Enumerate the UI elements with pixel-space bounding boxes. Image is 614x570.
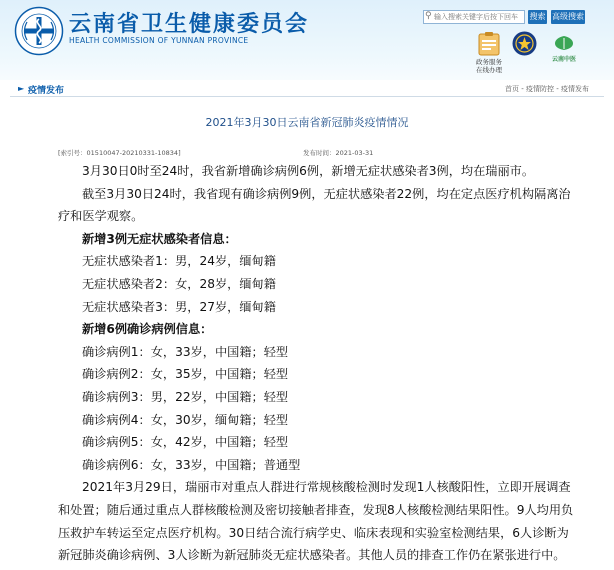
- tcm-badge-text: 云南中医: [551, 56, 576, 63]
- paragraph-new-cases: 3月30日0时至24时，我省新增确诊病例6例，新增无症状感染者3例，均在瑞丽市。: [82, 164, 535, 178]
- site-name[interactable]: 云南省卫生健康委员会: [69, 12, 310, 37]
- nav-divider: [10, 96, 604, 97]
- confirmed-item: 确诊病例2：女，35岁，中国籍；轻型: [82, 367, 289, 382]
- section-arrow-icon: ►: [18, 84, 25, 93]
- search-box: [423, 10, 525, 24]
- advanced-search-button[interactable]: 高级搜索: [551, 10, 585, 24]
- asymptomatic-item: 无症状感染者1：男，24岁，缅甸籍: [82, 254, 276, 269]
- asymptomatic-heading: 新增3例无症状感染者信息：: [82, 231, 237, 246]
- article-body: [58, 160, 578, 567]
- search-icon: ⚲: [425, 11, 432, 21]
- article-index-number: [索引号：01510047-20210331-10834]: [58, 149, 181, 157]
- confirmed-item: 确诊病例6：女，33岁，中国籍；普通型: [82, 457, 301, 472]
- confirmed-item: 确诊病例4：女，30岁，缅甸籍；轻型: [82, 412, 289, 427]
- paragraph-current-cases: 截至3月30日24时，我省现有确诊病例9例，无症状感染者22例，均在定点医疗机构隔离治疗和医学观察。: [58, 186, 571, 224]
- site-name-english: HEALTH COMMISSION OF YUNNAN PROVINCE: [69, 36, 249, 45]
- asymptomatic-item: 无症状感染者3：男，27岁，缅甸籍: [82, 299, 276, 314]
- online-service-clipboard-icon[interactable]: [478, 31, 500, 56]
- section-nav-bar: [0, 82, 614, 96]
- confirmed-item: 确诊病例3：男，22岁，中国籍；轻型: [82, 389, 289, 404]
- government-badge-icon[interactable]: [512, 31, 537, 56]
- confirmed-item: 确诊病例5：女，42岁，中国籍；轻型: [82, 435, 289, 450]
- health-commission-emblem-icon[interactable]: [14, 6, 64, 56]
- confirmed-item: 确诊病例1：女，33岁，中国籍；轻型: [82, 344, 289, 359]
- section-title[interactable]: 疫情发布: [28, 86, 65, 96]
- confirmed-heading: 新增6例确诊病例信息：: [82, 322, 213, 337]
- paragraph-investigation: 2021年3月29日，瑞丽市对重点人群进行常规核酸检测时发现1人核酸阳性，立即开展调查和处置；随后通过重点人群核酸检测及密切接触者排查，发现8人核酸检测结果阳性。9人均用负压救护车转运至定点医疗机构。30日结合流行病学史、临床表现和实验室检测结果，6人诊断为新冠肺炎确诊病例、3人诊断为新冠肺炎无症状感染者。其他人员的排查工作仍在紧张进行中。: [58, 480, 574, 563]
- asymptomatic-item: 无症状感染者2：女，28岁，缅甸籍: [82, 276, 276, 291]
- site-header: [0, 0, 614, 80]
- search-button[interactable]: 搜索: [528, 10, 547, 24]
- yunnan-tcm-badge[interactable]: [547, 34, 581, 63]
- online-service-label[interactable]: 政务服务 在线办理: [476, 58, 502, 74]
- tcm-leaf-icon: [547, 34, 581, 52]
- article-title: 2021年3月30日云南省新冠肺炎疫情情况: [205, 116, 409, 129]
- article-publish-date: 发布时间：2021-03-31: [303, 149, 374, 157]
- breadcrumb[interactable]: 首页 - 疫情防控 - 疫情发布: [505, 85, 589, 93]
- search-input[interactable]: [434, 11, 522, 23]
